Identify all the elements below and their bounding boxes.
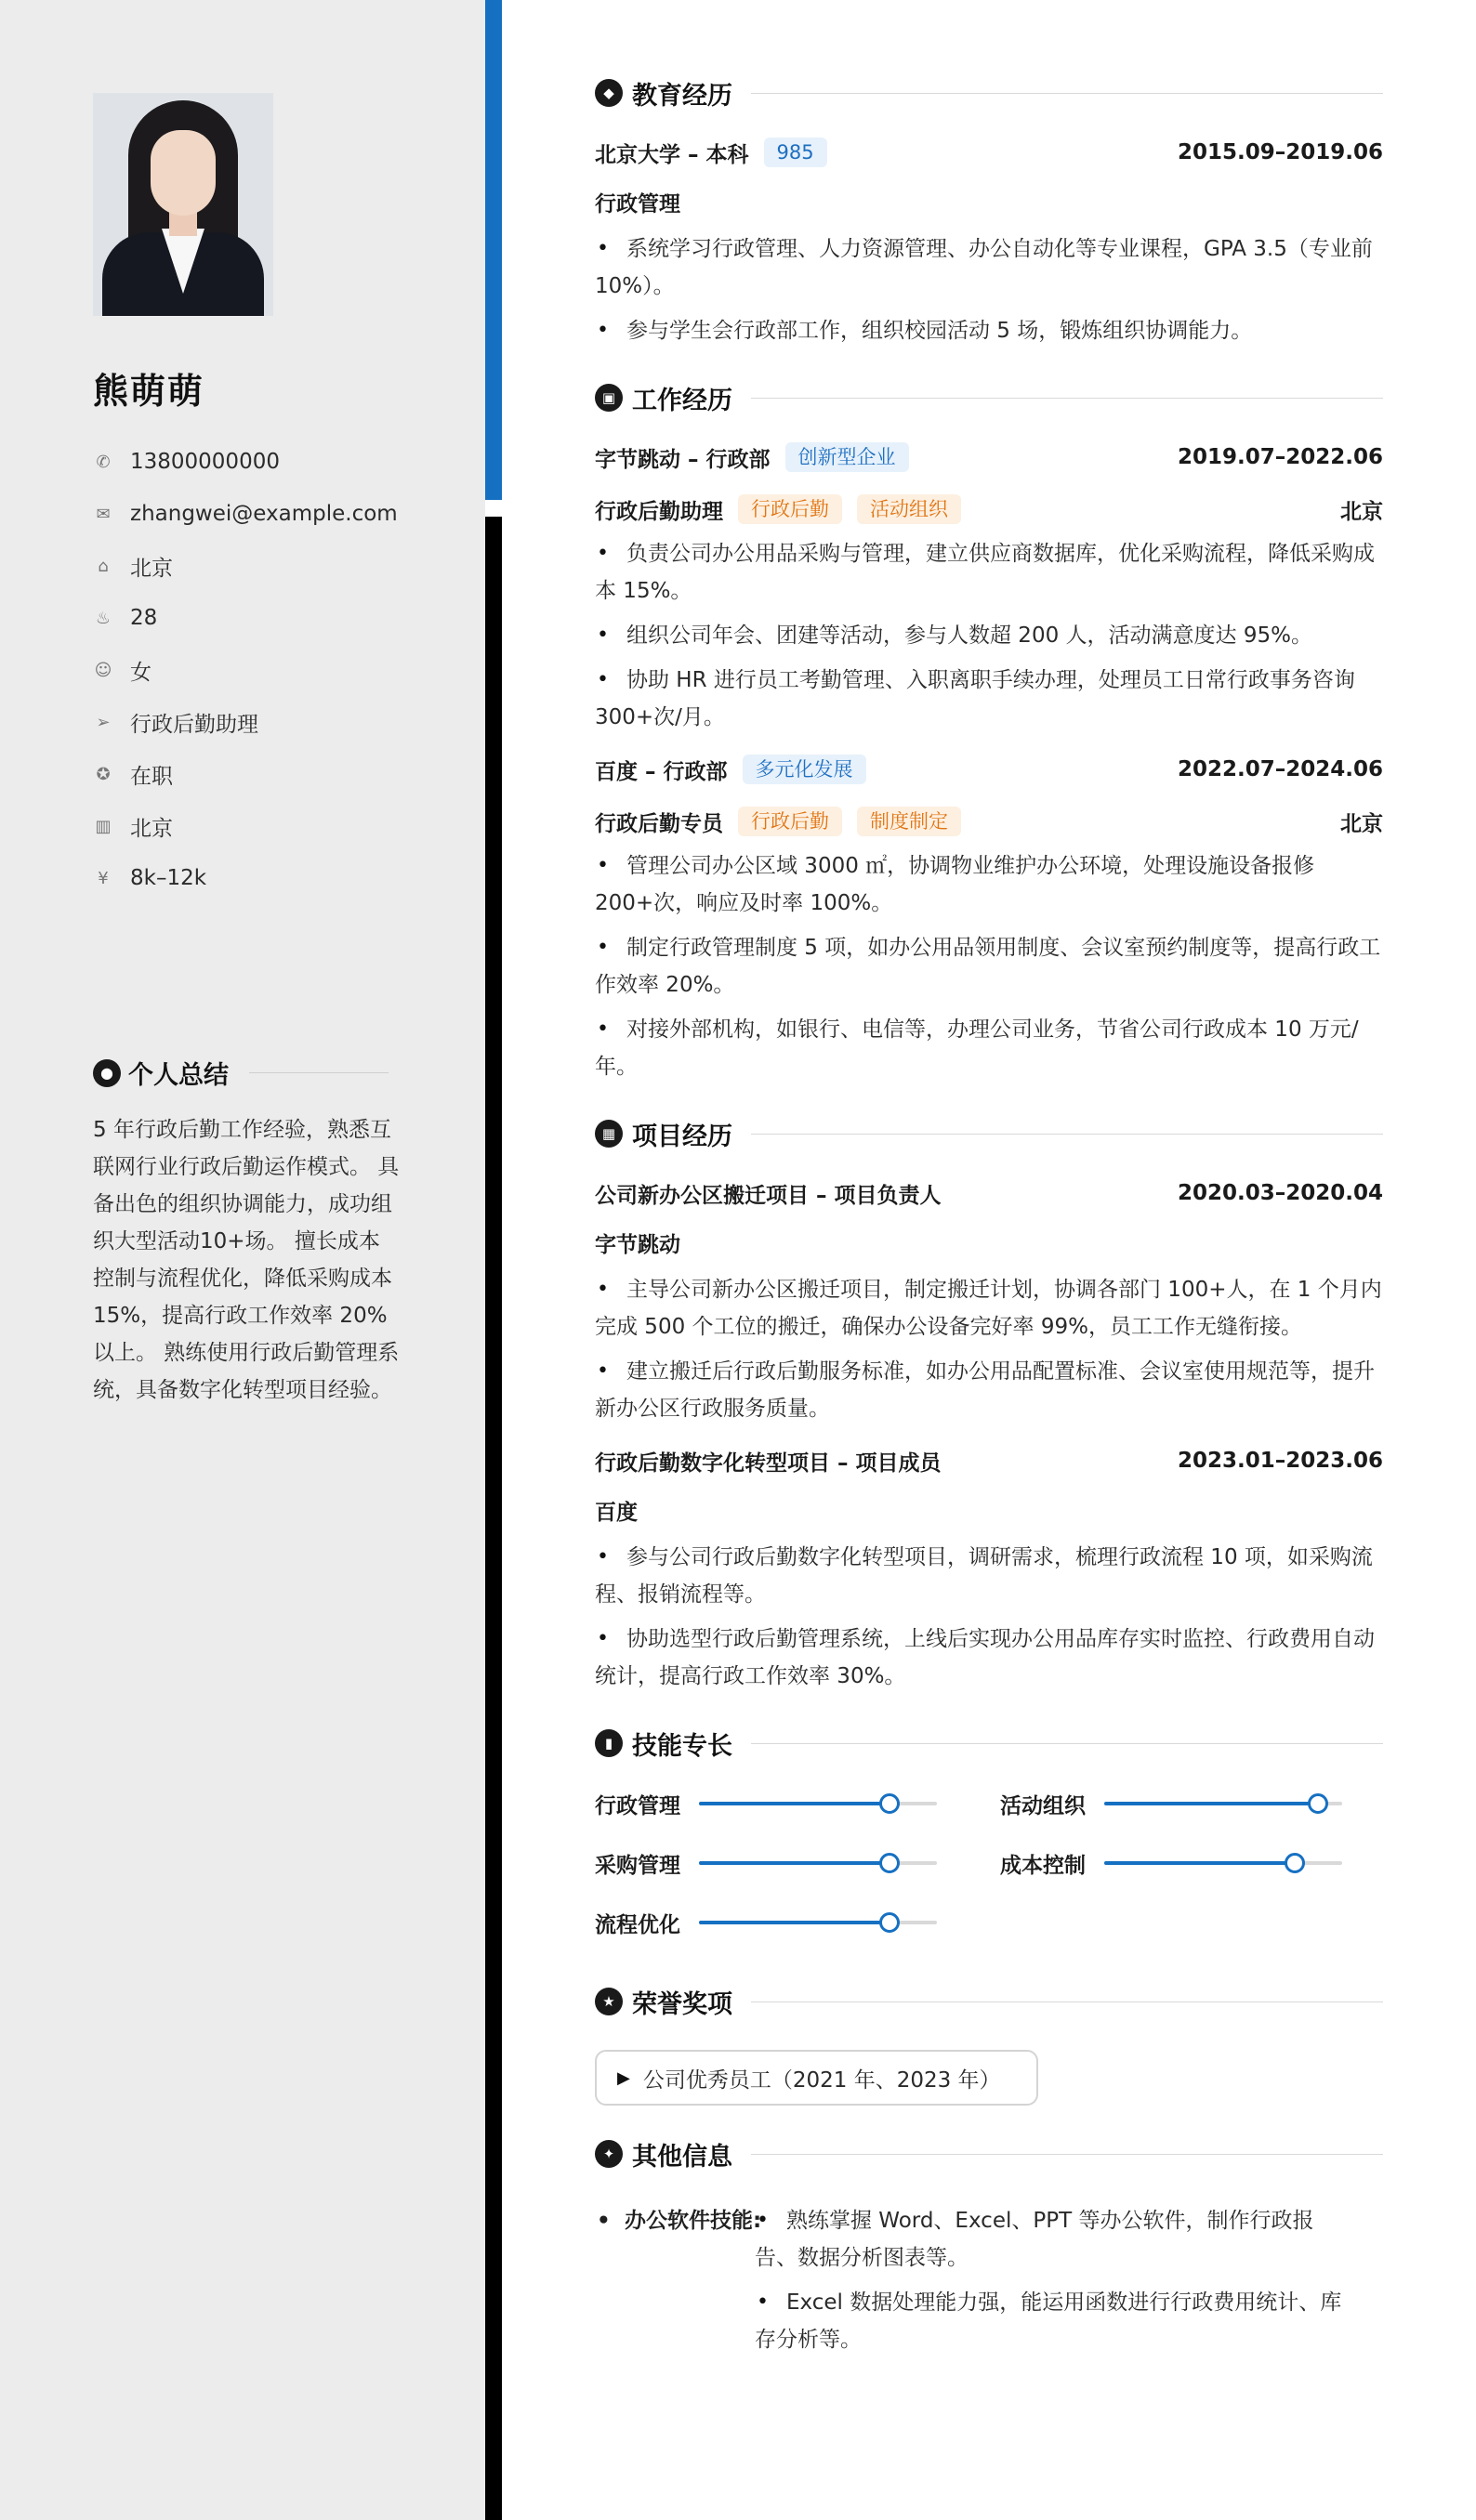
list-item: • 负责公司办公用品采购与管理，建立供应商数据库，优化采购流程，降低采购成本 15%。 (595, 535, 1383, 610)
project-bullets (595, 1539, 1383, 1695)
section-divider (751, 1743, 1383, 1744)
salary-icon: ¥ (98, 868, 109, 888)
projects-heading (595, 1109, 1383, 1158)
skill-fill (699, 1802, 890, 1805)
list-item: • 管理公司办公区域 3000 ㎡，协调物业维护办公环境，处理设施设备报修 200+次，响应及时率 100%。 (595, 847, 1383, 922)
other-info (595, 2202, 1383, 2366)
bar-chart-icon: ▮ (595, 1729, 623, 1757)
job-city: 北京 (1340, 499, 1383, 524)
role-tag: 制度制定 (857, 807, 961, 836)
section-divider (751, 1134, 1383, 1135)
skill-item (595, 1788, 1000, 1819)
project-bullets (595, 1271, 1383, 1427)
education-heading (595, 69, 1383, 117)
project-org: 字节跳动 (595, 1233, 680, 1257)
education-bullets (595, 230, 1383, 349)
info-value: 8k–12k (130, 866, 207, 890)
list-item: • 协助选型行政后勤管理系统，上线后实现办公用品库存实时监控、行政费用自动统计，提高行政工作效率 30%。 (595, 1621, 1383, 1695)
list-item: • 建立搬迁后行政后勤服务标准，如办公用品配置标准、会议室使用规范等，提升新办公区行政服务质量。 (595, 1353, 1383, 1427)
list-item: • 熟练掌握 Word、Excel、PPT 等办公软件，制作行政报告、数据分析图表等。 (755, 2202, 1350, 2277)
office-skill-bullets (755, 2202, 1350, 2366)
skill-item (1000, 1847, 1383, 1879)
info-row (93, 540, 485, 592)
info-icon: ✦ (595, 2140, 623, 2168)
grid-icon: ▦ (595, 1120, 623, 1148)
user-icon: ● (93, 1059, 121, 1087)
job-0 (595, 431, 1383, 736)
info-value: 在职 (130, 764, 173, 789)
education-period: 2015.09–2019.06 (1177, 140, 1383, 164)
summary-title: 个人总结 (128, 1061, 229, 1090)
list-item: • 主导公司新办公区搬迁项目，制定搬迁计划，协调各部门 100+人，在 1 个月内完成 500 个工位的搬迁，确保办公设备完好率 99%，员工工作无缝衔接。 (595, 1271, 1383, 1345)
send-icon: ➢ (96, 712, 111, 732)
info-value: zhangwei@example.com (130, 502, 398, 526)
skill-slider (1104, 1802, 1342, 1805)
summary-divider (249, 1072, 389, 1073)
company-tag: 创新型企业 (785, 442, 909, 472)
awards-heading (595, 1977, 1383, 2026)
job-1 (595, 743, 1383, 1085)
other-title: 其他信息 (632, 2142, 732, 2172)
phone-icon: ✆ (96, 452, 111, 472)
major: 行政管理 (595, 192, 680, 217)
award-icon: ★ (595, 1988, 623, 2015)
skill-knob (879, 1793, 900, 1814)
list-item: • 参与学生会行政部工作，组织校园活动 5 场，锻炼组织协调能力。 (595, 312, 1383, 349)
info-value: 北京 (130, 816, 173, 841)
job-period: 2019.07–2022.06 (1177, 445, 1383, 469)
mail-icon: ✉ (96, 504, 111, 524)
info-row (93, 800, 485, 852)
work-title: 工作经历 (632, 386, 732, 415)
list-item: • Excel 数据处理能力强，能运用函数进行行政费用统计、库存分析等。 (755, 2284, 1350, 2358)
skill-fill (699, 1921, 890, 1924)
projects-title: 项目经历 (632, 1122, 732, 1151)
skill-name: 成本控制 (1000, 1853, 1086, 1878)
candidate-name: 熊萌萌 (93, 371, 205, 412)
info-row (93, 592, 485, 644)
project-org: 百度 (595, 1501, 638, 1525)
project-name: 公司新办公区搬迁项目 – 项目负责人 (595, 1183, 942, 1208)
job-bullets (595, 535, 1383, 736)
education-title: 教育经历 (632, 81, 732, 111)
info-row (93, 696, 485, 748)
list-item: • 组织公司年会、团建等活动，参与人数超 200 人，活动满意度达 95%。 (595, 617, 1383, 654)
job-city: 北京 (1340, 811, 1383, 836)
role-tag: 行政后勤 (738, 807, 842, 836)
award-toggle[interactable] (595, 2050, 1038, 2106)
education-row (595, 126, 1383, 178)
info-value: 13800000000 (130, 450, 280, 474)
skills-title: 技能专长 (632, 1731, 732, 1761)
section-divider (751, 2154, 1383, 2155)
status-icon: ✪ (96, 764, 111, 784)
cake-icon: ♨ (95, 608, 112, 628)
skill-knob (879, 1912, 900, 1933)
sidebar (0, 0, 485, 2520)
awards-title: 荣誉奖项 (632, 1989, 732, 2019)
skill-slider (699, 1802, 937, 1805)
skill-name: 活动组织 (1000, 1793, 1086, 1818)
skill-slider (699, 1861, 937, 1865)
project-name: 行政后勤数字化转型项目 – 项目成员 (595, 1450, 942, 1476)
list-item: • 对接外部机构，如银行、电信等，办理公司业务，节省公司行政成本 10 万元/年。 (595, 1011, 1383, 1085)
summary-text: 5 年行政后勤工作经验，熟悉互联网行业行政后勤运作模式。 具备出色的组织协调能力，成功组织大型活动10+场。 擅长成本控制与流程优化，降低采购成本 15%，提高行政工作效率 20%以上。 熟练使用行政后勤管理系统，具备数字化转型项目经验。 (93, 1118, 400, 1402)
list-item: • 系统学习行政管理、人力资源管理、办公自动化等专业课程，GPA 3.5（专业前 10%）。 (595, 230, 1383, 305)
info-row (93, 852, 485, 904)
office-skill-label: • 办公软件技能: (595, 2202, 755, 2366)
skill-knob (1285, 1853, 1305, 1873)
project-period: 2020.03–2020.04 (1177, 1181, 1383, 1205)
role-tag: 行政后勤 (738, 494, 842, 524)
skill-fill (1104, 1861, 1295, 1865)
info-value: 行政后勤助理 (130, 712, 258, 737)
school-name: 北京大学 – 本科 (595, 142, 749, 167)
project-period: 2023.01–2023.06 (1177, 1449, 1383, 1473)
skill-slider (1104, 1861, 1342, 1865)
graduation-cap-icon: ◆ (595, 79, 623, 107)
info-row (93, 436, 485, 488)
list-item: • 制定行政管理制度 5 项，如办公用品领用制度、会议室预约制度等，提高行政工作效率 20%。 (595, 929, 1383, 1004)
job-bullets (595, 847, 1383, 1085)
list-item: • 参与公司行政后勤数字化转型项目，调研需求，梳理行政流程 10 项，如采购流程、报销流程等。 (595, 1539, 1383, 1613)
info-value: 北京 (130, 556, 173, 581)
skill-name: 流程优化 (595, 1912, 680, 1937)
job-period: 2022.07–2024.06 (1177, 757, 1383, 781)
contact-info-list (93, 436, 485, 904)
skill-item (1000, 1788, 1383, 1819)
gender-icon: ☺ (94, 660, 112, 680)
briefcase-icon: ▣ (595, 384, 623, 412)
dark-bar (485, 517, 502, 2520)
skill-fill (1104, 1802, 1318, 1805)
info-row (93, 644, 485, 696)
skill-knob (1308, 1793, 1328, 1814)
school-tag: 985 (764, 138, 827, 167)
job-role: 行政后勤专员 (595, 811, 723, 836)
company-tag: 多元化发展 (743, 755, 866, 784)
triangle-right-icon: ▶ (617, 2067, 630, 2088)
accent-bar (485, 0, 502, 500)
summary-heading (93, 1055, 485, 1091)
skill-slider (699, 1921, 937, 1924)
other-heading (595, 2130, 1383, 2178)
skill-item (595, 1847, 1000, 1879)
info-row (93, 488, 485, 540)
company-name: 字节跳动 – 行政部 (595, 447, 771, 472)
skills-heading (595, 1719, 1383, 1767)
list-item: • 协助 HR 进行员工考勤管理、入职离职手续办理，处理员工日常行政事务咨询 300+次/月。 (595, 662, 1383, 736)
building-icon: ▥ (95, 816, 112, 836)
skill-knob (879, 1853, 900, 1873)
work-heading (595, 374, 1383, 422)
skill-name: 采购管理 (595, 1853, 680, 1878)
info-value: 女 (130, 660, 152, 685)
project-0 (595, 1167, 1383, 1427)
skill-name: 行政管理 (595, 1793, 680, 1818)
award-item: 公司优秀员工（2021 年、2023 年） (642, 2067, 1001, 2093)
job-role: 行政后勤助理 (595, 499, 723, 524)
skill-fill (699, 1861, 890, 1865)
home-icon: ⌂ (98, 556, 109, 576)
section-divider (751, 398, 1383, 399)
skills-grid (595, 1788, 1383, 1938)
main-content (595, 69, 1383, 2366)
profile-photo (93, 93, 273, 316)
project-1 (595, 1435, 1383, 1695)
skill-item (595, 1907, 1000, 1938)
section-divider (751, 93, 1383, 94)
info-value: 28 (130, 606, 158, 630)
info-row (93, 748, 485, 800)
company-name: 百度 – 行政部 (595, 759, 728, 784)
role-tag: 活动组织 (857, 494, 961, 524)
